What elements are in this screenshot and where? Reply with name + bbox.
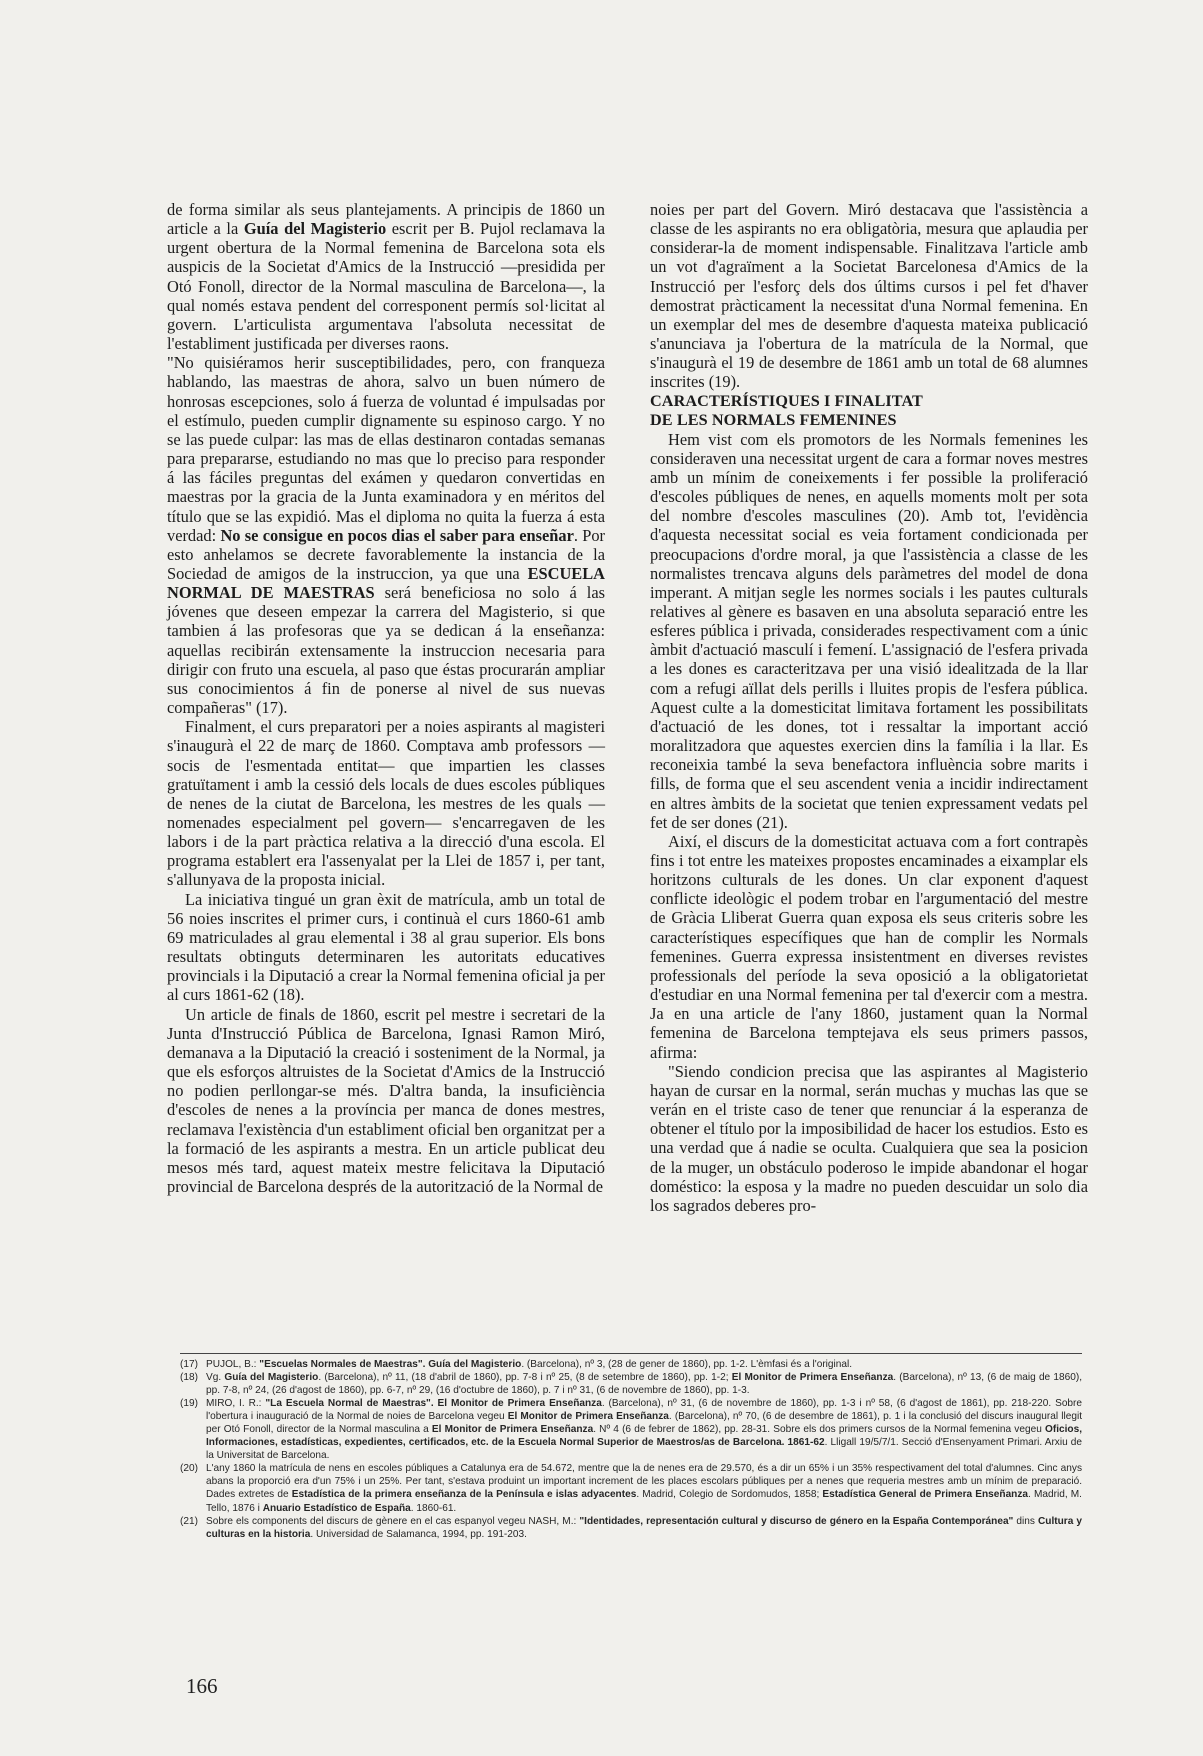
- section-heading: CARACTERÍSTIQUES I FINALITAT DE LES NORMALS FEMENINES: [650, 391, 923, 429]
- footnote: [180, 1397, 1082, 1462]
- footnote-text: L'any 1860 la matrícula de nens en escoles públiques a Catalunya era de 54.672, mentre que la de nenes era de 29.570, és a dir un 65% i un 35% respectivament del total d'alumnes. Cinc anys abans la proporció era d'un 75% i un 25%. Per tant, s'estava produint un important increment de les places escolars públiques per a nenes que requeria mestres amb un mínim de preparació. Dades extretes de Estadística de la primera enseñanza de la Península e islas adyacentes. Madrid, Colegio de Sordomudos, 1858; Estadística General de Primera Enseñanza. Madrid, M. Tello, 1876 i Anuario Estadístico de España. 1860-61.: [206, 1463, 1082, 1514]
- footnote: [180, 1358, 1082, 1371]
- footnote: [180, 1371, 1082, 1397]
- paragraph: Un article de finals de 1860, escrit pel mestre i secretari de la Junta d'Instrucció Pública de Barcelona, Ignasi Ramon Miró, demanava a la Diputació la creació i sosteniment de la Normal, ja que els esforços altruistes de la Societat d'Amics de la Instrucció no podien perllongar-se més. D'altra banda, la insuficiència d'escoles de nenes a la província per manca de dones mestres, reclamava l'existència d'un establiment oficial ben organitzat per a la formació de les aspirants a mestra. En un article publicat deu mesos més tard, aquest mateix mestre felicitava la Diputació provincial de Barcelona després de la autorització de la Normal de: [167, 1004, 605, 1196]
- footnote-text: Sobre els components del discurs de gènere en el cas espanyol vegeu NASH, M.: "Identidades, representación cultural y discurso de género en la España Contemporánea" dins Cultura y culturas en la historia. Universidad de Salamanca, 1994, pp. 191-203.: [206, 1515, 1083, 1540]
- footnote-divider: [180, 1353, 1082, 1354]
- footnote-text: PUJOL, B.: "Escuelas Normales de Maestras". Guía del Magisterio. (Barcelona), nº 3, (28 de gener de 1860), pp. 1-2. L'èmfasi és a l'original.: [206, 1359, 853, 1370]
- paragraph: de forma similar als seus plantejaments. A principis de 1860 un article a la Guía del Magisterio escrit per B. Pujol reclamava la urgent obertura de la Normal femenina de Barcelona sota els auspicis de la Societat d'Amics de la Instrucció —presidida per Otó Fonoll, director de la Normal masculina de Barcelona—, la qual només estava pendent del corresponent permís sol·licitat al govern. L'articulista argumentava l'absoluta necessitat de l'establiment justificada per diverses raons.: [167, 200, 605, 354]
- paragraph: noies per part del Govern. Miró destacava que l'assistència a classe de les aspirants no era obligatòria, mesura que aplaudia per considerar-la de moment indispensable. Finalitzava l'article amb un vot d'agraïment a la Societat Barcelonesa d'Amics de la Instrucció per l'esforç dels dos últims cursos i pel fet d'haver demostrat pràcticament la necessitat d'una Normal femenina. En un exemplar del mes de desembre d'aquesta mateixa publicació s'anunciava ja l'obertura de la matrícula de la Normal, que s'inaugurà el 19 de desembre de 1861 amb un total de 68 alumnes inscrites (19).: [650, 200, 1088, 392]
- publication-title: Guía del Magisterio: [243, 219, 387, 239]
- emphasis-text: ESCUELA NORMAL DE MAESTRAS: [167, 563, 605, 603]
- footnotes: [180, 1358, 1082, 1541]
- left-column: [167, 200, 605, 1196]
- footnote: [180, 1462, 1082, 1514]
- emphasis-text: No se consigue en pocos dias el saber para enseñar: [220, 525, 574, 545]
- footnote-number: (17): [180, 1359, 198, 1370]
- footnote-number: (18): [180, 1372, 198, 1384]
- footnote-number: (20): [180, 1463, 198, 1475]
- paragraph: Hem vist com els promotors de les Normals femenines les consideraven una necessitat urgent de cara a formar noves mestres amb un mínim de coneixements i fer possible la proliferació d'escoles públiques de nenes, en aquells moments molt per sota del nombre d'escoles masculines (20). Amb tot, l'evidència d'aquesta necessitat social es veia fortament condicionada per preocupacions d'ordre moral, ja que l'assistència a classe de les normalistes trencava alguns dels paràmetres del model de dona imperant. A mitjan segle les normes socials i les pautes culturals relatives al gènere es basaven en una absoluta separació entre les esferes pública i privada, considerades respectivament com a únic àmbit d'actuació masculí i femení. L'assignació de l'esfera privada a les dones es caracteritzava per una visió idealitzada de la llar com a refugi aïllat dels perills i lluites propis de l'esfera pública. Aquest culte a la domesticitat limitava fortament les possibilitats d'actuació de les dones, tot i ressaltar la important acció moralitzadora que aquestes exercien dins la família i la llar. Es reconeixia també la seva benefactora influència sobre marits i fills, de forma que el seu ascendent venia a incidir indirectament en altres àmbits de la societat que tenien expressament vedats pel fet de ser dones (21).: [650, 429, 1088, 832]
- paragraph: Finalment, el curs preparatori per a noies aspirants al magisteri s'inaugurà el 22 de març de 1860. Comptava amb professors —socis de l'esmentada entitat— que impartien les classes gratuïtament i amb la cessió dels locals de dues escoles públiques de nenes de la ciutat de Barcelona, les mestres de les quals —nomenades especialment pel govern— s'encarregaven de les labors i de la part pràctica relativa a la direcció d'una escola. El programa establert era l'assenyalat per la Llei de 1857 i, per tant, s'allunyava de la proposta inicial.: [167, 717, 605, 890]
- footnote-number: (21): [180, 1515, 198, 1527]
- paragraph: Així, el discurs de la domesticitat actuava com a fort contrapès fins i tot entre les mateixes propostes encaminades a eixamplar els horitzons culturals de les dones. Un clar exponent d'aquest conflicte ideològic el podem trobar en l'argumentació del mestre de Gràcia Lliberat Guerra quan exposa els seus criteris sobre les característiques específiques que han de complir les Normals femenines. Guerra expressa insistentment en diverses revistes professionals del període la seva oposició a la obligatorietat d'estudiar en una Normal femenina per tal d'exercir com a mestra. Ja en una article de l'any 1860, justament quan la Normal femenina de Barcelona temptejava els seus primers passos, afirma:: [650, 831, 1088, 1062]
- footnote-number: (19): [180, 1398, 198, 1410]
- block-quote: "Siendo condicion precisa que las aspirantes al Magisterio hayan de cursar en la normal, serán muchas y muchas las que se verán en el triste caso de tener que renunciar á la esperanza de obtener el título por la imposibilidad de hacer los estudios. Esto es una verdad que á nadie se oculta. Cualquiera que sea la posicion de la muger, un obstáculo poderoso le impide abandonar el hogar doméstico: la esposa y la madre no pueden descuidar un solo dia los sagrados deberes pro-: [650, 1061, 1088, 1215]
- footnote-text: MIRO, I. R.: "La Escuela Normal de Maestras". El Monitor de Primera Enseñanza. (Barcelona), nº 31, (6 de novembre de 1860), pp. 1-3 i nº 58, (6 d'agost de 1861), pp. 218-220. Sobre l'obertura i inauguració de la Normal de noies de Barcelona vegeu El Monitor de Primera Enseñanza. (Barcelona), nº 70, (6 de desembre de 1861), p. 1 i la conclusió del discurs inaugural llegit per Otó Fonoll, director de la Normal masculina a El Monitor de Primera Enseñanza. Nº 4 (6 de febrer de 1862), pp. 28-31. Sobre els dos primers cursos de la Normal femenina vegeu Oficios, Informaciones, estadísticas, expedientes, certificados, etc. de la Escuela Normal Superior de Maestros/as de Barcelona. 1861-62. Lligall 19/5/7/1. Secció d'Ensenyament Primari. Arxiu de la Universitat de Barcelona.: [206, 1398, 1083, 1462]
- paragraph: La iniciativa tingué un gran èxit de matrícula, amb un total de 56 noies inscrites el primer curs, i continuà el curs 1860-61 amb 69 matriculades al grau elemental i 38 al grau superior. Els bons resultats obtinguts determinaren les autoritats educatives provincials i la Diputació a crear la Normal femenina oficial ja per al curs 1861-62 (18).: [167, 889, 605, 1005]
- footnote-text: Vg. Guía del Magisterio. (Barcelona), nº 11, (18 d'abril de 1860), pp. 7-8 i nº 25, (8 de setembre de 1860), pp. 1-2; El Monitor de Primera Enseñanza. (Barcelona), nº 13, (6 de maig de 1860), pp. 7-8, nº 24, (26 d'agost de 1860), pp. 6-7, nº 29, (16 d'octubre de 1860), p. 7 i nº 31, (6 de novembre de 1860), pp. 1-3.: [206, 1372, 1083, 1397]
- right-column: [650, 200, 1088, 1215]
- page-number: 166: [186, 1674, 218, 1698]
- block-quote: "No quisiéramos herir susceptibilidades, pero, con franqueza hablando, las maestras de ahora, salvo un buen número de honrosas escepciones, solo á fuerza de voluntad é impulsadas por el estímulo, pueden cumplir dignamente su espinoso cargo. Y no se las puede culpar: las mas de ellas destinaron contadas semanas para prepararse, estudiando no mas que lo preciso para responder á las fáciles preguntas del exámen y quedaron convertidas en maestras por la gracia de la Junta examinadora y en méritos del título que se las expidió. Mas el diploma no quita la fuerza á esta verdad: No se consigue en pocos dias el saber para enseñar. Por esto anhelamos se decrete favorablemente la instancia de la Sociedad de amigos de la instruccion, ya que una ESCUELA NORMAL DE MAESTRAS será beneficiosa no solo á las jóvenes que deseen empezar la carrera del Magisterio, si que tambien á las profesoras que ya se dedican á la enseñanza: aquellas recibirán extensamente la instruccion necesaria para dirigir con fruto una escuela, al paso que éstas procurarán ampliar sus conocimientos á fin de ponerse al nivel de sus nuevas compañeras" (17).: [167, 353, 606, 718]
- footnote: [180, 1515, 1082, 1541]
